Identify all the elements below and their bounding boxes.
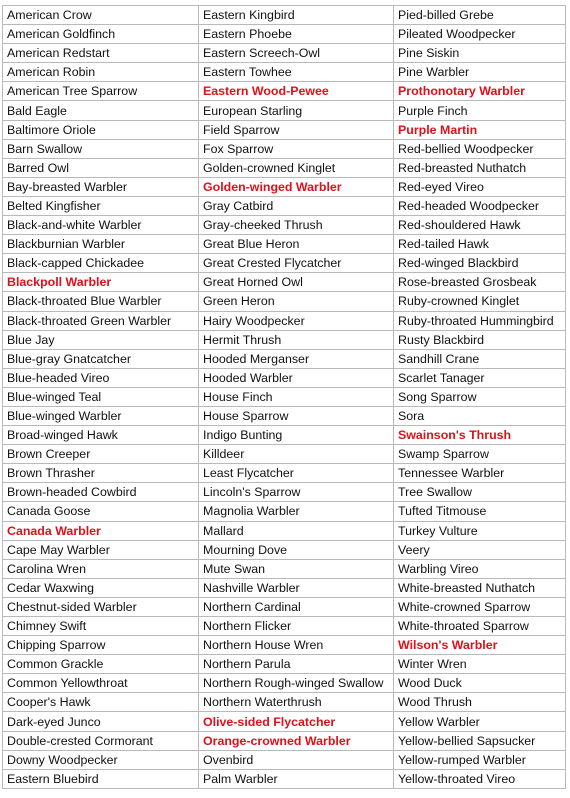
table-cell[interactable]: Song Sparrow bbox=[394, 387, 566, 406]
table-cell[interactable]: Yellow-bellied Sapsucker bbox=[394, 731, 566, 750]
table-cell-highlighted[interactable]: Blackpoll Warbler bbox=[3, 273, 199, 292]
table-cell[interactable]: Blue-winged Warbler bbox=[3, 406, 199, 425]
table-cell[interactable]: Cape May Warbler bbox=[3, 540, 199, 559]
table-cell[interactable]: Broad-winged Hawk bbox=[3, 426, 199, 445]
table-cell-highlighted[interactable]: Prothonotary Warbler bbox=[394, 82, 566, 101]
table-cell[interactable]: House Sparrow bbox=[199, 406, 394, 425]
table-cell[interactable]: House Finch bbox=[199, 387, 394, 406]
table-cell[interactable]: Mallard bbox=[199, 521, 394, 540]
table-cell[interactable]: American Redstart bbox=[3, 44, 199, 63]
table-cell[interactable]: Rose-breasted Grosbeak bbox=[394, 273, 566, 292]
table-cell[interactable]: Red-bellied Woodpecker bbox=[394, 139, 566, 158]
table-cell[interactable]: Pileated Woodpecker bbox=[394, 25, 566, 44]
table-row bbox=[3, 559, 566, 578]
table-cell[interactable]: Veery bbox=[394, 540, 566, 559]
table-cell[interactable]: Eastern Screech-Owl bbox=[199, 44, 394, 63]
table-row bbox=[3, 597, 566, 616]
table-cell[interactable]: Sandhill Crane bbox=[394, 349, 566, 368]
table-cell[interactable]: Green Heron bbox=[199, 292, 394, 311]
table-row bbox=[3, 578, 566, 597]
table-cell[interactable]: Hairy Woodpecker bbox=[199, 311, 394, 330]
table-cell[interactable]: Eastern Phoebe bbox=[199, 25, 394, 44]
table-cell[interactable]: Turkey Vulture bbox=[394, 521, 566, 540]
table-cell[interactable]: American Goldfinch bbox=[3, 25, 199, 44]
table-cell[interactable]: Downy Woodpecker bbox=[3, 750, 199, 769]
table-cell[interactable]: Great Horned Owl bbox=[199, 273, 394, 292]
table-cell[interactable]: Barn Swallow bbox=[3, 139, 199, 158]
table-row bbox=[3, 521, 566, 540]
table-cell[interactable]: Red-eyed Vireo bbox=[394, 177, 566, 196]
table-cell[interactable]: Yellow Warbler bbox=[394, 712, 566, 731]
table-cell[interactable]: Eastern Kingbird bbox=[199, 6, 394, 25]
table-cell-highlighted[interactable]: Eastern Wood-Pewee bbox=[199, 82, 394, 101]
table-row bbox=[3, 6, 566, 25]
table-row bbox=[3, 693, 566, 712]
table-row bbox=[3, 158, 566, 177]
table-cell[interactable]: Barred Owl bbox=[3, 158, 199, 177]
table-cell[interactable]: Red-winged Blackbird bbox=[394, 254, 566, 273]
table-row bbox=[3, 540, 566, 559]
table-cell[interactable]: Blue-gray Gnatcatcher bbox=[3, 349, 199, 368]
table-cell[interactable]: Baltimore Oriole bbox=[3, 120, 199, 139]
table-cell[interactable]: Lincoln's Sparrow bbox=[199, 483, 394, 502]
table-cell[interactable]: Cooper's Hawk bbox=[3, 693, 199, 712]
table-cell[interactable]: Carolina Wren bbox=[3, 559, 199, 578]
table-cell[interactable]: Ruby-crowned Kinglet bbox=[394, 292, 566, 311]
table-cell[interactable]: Magnolia Warbler bbox=[199, 502, 394, 521]
table-row bbox=[3, 254, 566, 273]
table-cell[interactable]: Common Yellowthroat bbox=[3, 674, 199, 693]
table-row bbox=[3, 292, 566, 311]
table-cell[interactable]: Yellow-throated Vireo bbox=[394, 769, 566, 788]
table-cell[interactable]: Fox Sparrow bbox=[199, 139, 394, 158]
table-cell[interactable]: Cedar Waxwing bbox=[3, 578, 199, 597]
table-row bbox=[3, 235, 566, 254]
table-cell-highlighted[interactable]: Orange-crowned Warbler bbox=[199, 731, 394, 750]
table-row bbox=[3, 750, 566, 769]
table-cell[interactable]: Mute Swan bbox=[199, 559, 394, 578]
table-row bbox=[3, 177, 566, 196]
table-cell-highlighted[interactable]: Wilson's Warbler bbox=[394, 636, 566, 655]
table-cell[interactable]: Purple Finch bbox=[394, 101, 566, 120]
table-row bbox=[3, 464, 566, 483]
table-cell[interactable]: White-breasted Nuthatch bbox=[394, 578, 566, 597]
table-cell[interactable]: Mourning Dove bbox=[199, 540, 394, 559]
table-cell[interactable]: Northern Waterthrush bbox=[199, 693, 394, 712]
table-cell[interactable]: Hooded Warbler bbox=[199, 368, 394, 387]
table-cell[interactable]: Hermit Thrush bbox=[199, 330, 394, 349]
table-cell[interactable]: Eastern Bluebird bbox=[3, 769, 199, 788]
table-cell[interactable]: Gray Catbird bbox=[199, 196, 394, 215]
table-cell[interactable]: Tufted Titmouse bbox=[394, 502, 566, 521]
table-cell[interactable]: Blue Jay bbox=[3, 330, 199, 349]
table-row bbox=[3, 483, 566, 502]
table-cell[interactable]: Northern Rough-winged Swallow bbox=[199, 674, 394, 693]
table-cell[interactable]: Hooded Merganser bbox=[199, 349, 394, 368]
table-cell[interactable]: Pine Warbler bbox=[394, 63, 566, 82]
table-cell[interactable]: Eastern Towhee bbox=[199, 63, 394, 82]
table-cell[interactable]: European Starling bbox=[199, 101, 394, 120]
table-row bbox=[3, 731, 566, 750]
table-cell[interactable]: Black-capped Chickadee bbox=[3, 254, 199, 273]
table-cell[interactable]: Scarlet Tanager bbox=[394, 368, 566, 387]
table-row bbox=[3, 502, 566, 521]
table-cell[interactable]: Gray-cheeked Thrush bbox=[199, 216, 394, 235]
table-cell[interactable]: American Tree Sparrow bbox=[3, 82, 199, 101]
table-cell[interactable]: Great Crested Flycatcher bbox=[199, 254, 394, 273]
table-cell-highlighted[interactable]: Olive-sided Flycatcher bbox=[199, 712, 394, 731]
table-cell[interactable]: Great Blue Heron bbox=[199, 235, 394, 254]
table-row bbox=[3, 44, 566, 63]
table-cell-highlighted[interactable]: Golden-winged Warbler bbox=[199, 177, 394, 196]
table-cell[interactable]: Blue-winged Teal bbox=[3, 387, 199, 406]
table-cell[interactable]: Northern House Wren bbox=[199, 636, 394, 655]
table-row bbox=[3, 120, 566, 139]
table-cell[interactable]: Golden-crowned Kinglet bbox=[199, 158, 394, 177]
table-cell[interactable]: Winter Wren bbox=[394, 655, 566, 674]
table-cell[interactable]: Wood Duck bbox=[394, 674, 566, 693]
table-row bbox=[3, 63, 566, 82]
table-row bbox=[3, 311, 566, 330]
table-row bbox=[3, 674, 566, 693]
table-row bbox=[3, 445, 566, 464]
table-cell[interactable]: Red-shouldered Hawk bbox=[394, 216, 566, 235]
table-cell[interactable]: Sora bbox=[394, 406, 566, 425]
table-cell[interactable]: Field Sparrow bbox=[199, 120, 394, 139]
table-cell[interactable]: Tree Swallow bbox=[394, 483, 566, 502]
table-cell[interactable]: Brown Thrasher bbox=[3, 464, 199, 483]
table-row bbox=[3, 273, 566, 292]
table-cell[interactable]: Nashville Warbler bbox=[199, 578, 394, 597]
table-cell[interactable]: Red-tailed Hawk bbox=[394, 235, 566, 254]
table-cell[interactable]: Chipping Sparrow bbox=[3, 636, 199, 655]
table-cell[interactable]: Dark-eyed Junco bbox=[3, 712, 199, 731]
table-row bbox=[3, 617, 566, 636]
table-cell-highlighted[interactable]: Swainson's Thrush bbox=[394, 426, 566, 445]
table-cell[interactable]: Red-breasted Nuthatch bbox=[394, 158, 566, 177]
table-cell[interactable]: Killdeer bbox=[199, 445, 394, 464]
table-row bbox=[3, 406, 566, 425]
table-cell[interactable]: Rusty Blackbird bbox=[394, 330, 566, 349]
table-cell[interactable]: Least Flycatcher bbox=[199, 464, 394, 483]
table-cell[interactable]: Black-and-white Warbler bbox=[3, 216, 199, 235]
table-cell[interactable]: Chimney Swift bbox=[3, 617, 199, 636]
table-row bbox=[3, 349, 566, 368]
table-cell[interactable]: Indigo Bunting bbox=[199, 426, 394, 445]
table-cell[interactable]: Northern Parula bbox=[199, 655, 394, 674]
table-cell[interactable]: Northern Flicker bbox=[199, 617, 394, 636]
table-cell[interactable]: Black-throated Blue Warbler bbox=[3, 292, 199, 311]
bird-species-table bbox=[2, 5, 566, 789]
table-cell[interactable]: Wood Thrush bbox=[394, 693, 566, 712]
table-cell[interactable]: Warbling Vireo bbox=[394, 559, 566, 578]
table-cell[interactable]: American Robin bbox=[3, 63, 199, 82]
table-cell[interactable]: Swamp Sparrow bbox=[394, 445, 566, 464]
table-row bbox=[3, 196, 566, 215]
table-cell[interactable]: Bay-breasted Warbler bbox=[3, 177, 199, 196]
table-cell[interactable]: Ruby-throated Hummingbird bbox=[394, 311, 566, 330]
table-cell[interactable]: Yellow-rumped Warbler bbox=[394, 750, 566, 769]
table-row bbox=[3, 330, 566, 349]
table-cell[interactable]: Black-throated Green Warbler bbox=[3, 311, 199, 330]
table-cell-highlighted[interactable]: Purple Martin bbox=[394, 120, 566, 139]
table-cell[interactable]: Pied-billed Grebe bbox=[394, 6, 566, 25]
table-row bbox=[3, 655, 566, 674]
table-row bbox=[3, 216, 566, 235]
table-cell[interactable]: Palm Warbler bbox=[199, 769, 394, 788]
table-cell[interactable]: Brown Creeper bbox=[3, 445, 199, 464]
table-cell[interactable]: Chestnut-sided Warbler bbox=[3, 597, 199, 616]
table-row bbox=[3, 636, 566, 655]
table-cell[interactable]: Northern Cardinal bbox=[199, 597, 394, 616]
table-cell[interactable]: Red-headed Woodpecker bbox=[394, 196, 566, 215]
table-cell[interactable]: Brown-headed Cowbird bbox=[3, 483, 199, 502]
table-row bbox=[3, 139, 566, 158]
table-row bbox=[3, 387, 566, 406]
table-cell[interactable]: Common Grackle bbox=[3, 655, 199, 674]
table-row bbox=[3, 426, 566, 445]
table-cell[interactable]: Belted Kingfisher bbox=[3, 196, 199, 215]
table-cell[interactable]: Double-crested Cormorant bbox=[3, 731, 199, 750]
table-body bbox=[3, 6, 566, 789]
table-row bbox=[3, 368, 566, 387]
table-cell[interactable]: Ovenbird bbox=[199, 750, 394, 769]
table-cell-highlighted[interactable]: Canada Warbler bbox=[3, 521, 199, 540]
table-cell[interactable]: Bald Eagle bbox=[3, 101, 199, 120]
table-row bbox=[3, 25, 566, 44]
table-cell[interactable]: Pine Siskin bbox=[394, 44, 566, 63]
table-cell[interactable]: Canada Goose bbox=[3, 502, 199, 521]
table-cell[interactable]: White-crowned Sparrow bbox=[394, 597, 566, 616]
table-cell[interactable]: Blackburnian Warbler bbox=[3, 235, 199, 254]
table-row bbox=[3, 769, 566, 788]
table-cell[interactable]: American Crow bbox=[3, 6, 199, 25]
table-row bbox=[3, 712, 566, 731]
table-row bbox=[3, 82, 566, 101]
table-cell[interactable]: Tennessee Warbler bbox=[394, 464, 566, 483]
table-row bbox=[3, 101, 566, 120]
table-cell[interactable]: Blue-headed Vireo bbox=[3, 368, 199, 387]
table-cell[interactable]: White-throated Sparrow bbox=[394, 617, 566, 636]
